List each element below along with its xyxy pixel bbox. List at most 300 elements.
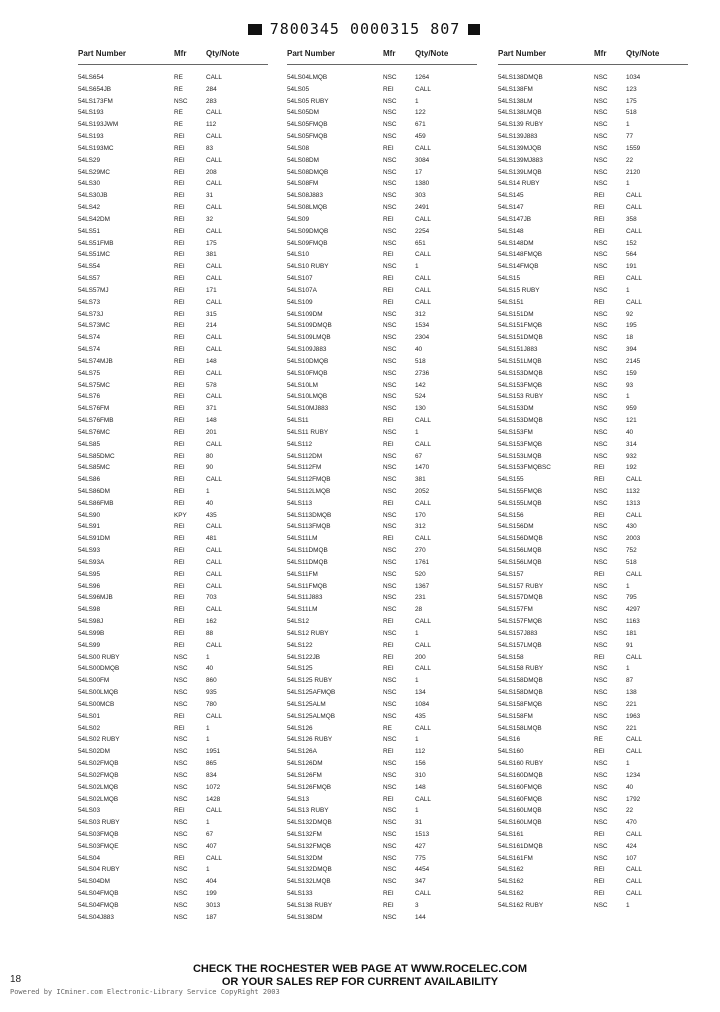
part-number-cell: 54LS147 (498, 204, 524, 212)
qty-cell: 191 (626, 263, 637, 271)
table-row (287, 190, 477, 202)
qty-cell: CALL (415, 144, 431, 152)
qty-cell: CALL (206, 298, 222, 306)
table-row (498, 699, 688, 711)
part-number-cell: 54LS126 RUBY (287, 736, 333, 744)
table-row (498, 190, 688, 202)
part-number-cell: 54LS08DM (287, 156, 319, 164)
part-number-cell: 54LS155 (498, 476, 524, 484)
qty-cell: CALL (206, 807, 222, 815)
mfr-cell: REI (174, 606, 185, 614)
mfr-cell: REI (174, 357, 185, 365)
mfr-cell: NSC (594, 180, 608, 188)
table-row (498, 226, 688, 238)
mfr-cell: NSC (594, 771, 608, 779)
parts-column-2 (287, 46, 477, 924)
part-number-cell: 54LS139MJ883 (498, 156, 543, 164)
part-number-cell: 54LS11DMQB (287, 558, 328, 566)
qty-cell: CALL (415, 618, 431, 626)
table-row (78, 427, 268, 439)
part-number-cell: 54LS11FMQB (287, 582, 328, 590)
mfr-cell: NSC (383, 428, 397, 436)
mfr-cell: NSC (383, 819, 397, 827)
table-row (498, 864, 688, 876)
table-row (78, 782, 268, 794)
qty-cell: 1963 (626, 712, 641, 720)
part-number-cell: 54LS09DMQB (287, 227, 329, 235)
table-row (498, 616, 688, 628)
part-number-cell: 54LS04LMQB (287, 74, 328, 81)
table-row (287, 628, 477, 640)
qty-cell: 1 (206, 736, 210, 744)
part-number-cell: 54LS160DMQB (498, 771, 543, 779)
mfr-cell: NSC (383, 74, 397, 81)
mfr-cell: NSC (383, 464, 397, 472)
table-row (287, 249, 477, 261)
part-number-cell: 54LS99B (78, 629, 105, 637)
part-number-cell: 54LS126DM (287, 760, 323, 768)
part-number-cell: 54LS161 (498, 831, 524, 838)
part-number-cell: 54LS156DMQB (498, 535, 543, 543)
mfr-cell: NSC (174, 795, 188, 803)
part-number-cell: 54LS132DMQB (287, 866, 332, 874)
qty-cell: CALL (626, 653, 642, 661)
table-row (498, 72, 688, 84)
mfr-cell: NSC (174, 913, 188, 921)
part-number-cell: 54LS161DMQB (498, 842, 543, 850)
qty-cell: 171 (206, 286, 217, 294)
mfr-cell: REI (174, 239, 185, 247)
mfr-cell: NSC (174, 653, 188, 661)
mfr-cell: NSC (383, 677, 397, 685)
qty-cell: 1 (206, 819, 210, 827)
header-part-number: Part Number (498, 49, 547, 58)
mfr-cell: NSC (383, 156, 397, 164)
table-row (78, 604, 268, 616)
qty-cell: 134 (415, 689, 426, 697)
mfr-cell: REI (174, 440, 185, 448)
qty-cell: 2736 (415, 369, 430, 377)
part-number-cell: 54LS57 (78, 275, 101, 283)
qty-cell: CALL (626, 192, 642, 200)
qty-cell: 214 (206, 322, 217, 330)
part-number-cell: 54LS160FMQB (498, 795, 543, 803)
qty-cell: CALL (415, 795, 431, 803)
part-number-cell: 54LS09 (287, 215, 310, 223)
mfr-cell: NSC (594, 121, 608, 129)
mfr-cell: REI (174, 487, 185, 495)
table-row (78, 746, 268, 758)
mfr-cell: NSC (594, 665, 608, 673)
qty-cell: 703 (206, 594, 217, 602)
mfr-cell: REI (383, 215, 394, 223)
table-row (287, 888, 477, 900)
table-row (78, 226, 268, 238)
table-row (78, 332, 268, 344)
table-row (78, 214, 268, 226)
mfr-cell: NSC (594, 558, 608, 566)
table-row (78, 474, 268, 486)
part-number-cell: 54LS02FMQB (78, 771, 119, 779)
mfr-cell: REI (174, 192, 185, 200)
table-row (498, 309, 688, 321)
table-row (287, 297, 477, 309)
mfr-cell: REI (174, 417, 185, 425)
part-number-cell: 54LS09FMQB (287, 239, 328, 247)
qty-cell: 130 (415, 405, 426, 413)
mfr-cell: NSC (594, 85, 608, 93)
part-number-cell: 54LS138FM (498, 85, 533, 93)
mfr-cell: NSC (383, 369, 397, 377)
part-number-cell: 54LS160 (498, 748, 524, 756)
table-row (287, 782, 477, 794)
table-row (287, 238, 477, 250)
qty-cell: 303 (415, 192, 426, 200)
table-row (287, 616, 477, 628)
mfr-cell: NSC (594, 144, 608, 152)
qty-cell: 407 (206, 842, 217, 850)
part-number-cell: 54LS03FMQE (78, 842, 119, 850)
qty-cell: 752 (626, 547, 637, 555)
part-number-cell: 54LS109J883 (287, 346, 327, 354)
mfr-cell: NSC (383, 736, 397, 744)
mfr-cell: NSC (594, 618, 608, 626)
qty-cell: 651 (415, 239, 426, 247)
qty-cell: CALL (415, 724, 431, 732)
part-number-cell: 54LS76FM (78, 405, 110, 413)
part-number-cell: 54LS02LMQB (78, 783, 119, 791)
part-number-cell: 54LS157DMQB (498, 594, 543, 602)
qty-cell: 775 (415, 854, 426, 862)
table-row (78, 190, 268, 202)
part-number-cell: 54LS173FM (78, 97, 113, 105)
page-number: 18 (10, 974, 22, 985)
part-number-cell: 54LS00MCB (78, 700, 115, 708)
mfr-cell: NSC (594, 322, 608, 330)
table-row (498, 805, 688, 817)
qty-cell: 221 (626, 700, 637, 708)
qty-cell: 427 (415, 842, 426, 850)
mfr-cell: NSC (174, 771, 188, 779)
qty-cell: 148 (415, 783, 426, 791)
table-row (78, 356, 268, 368)
table-row (287, 415, 477, 427)
table-row (287, 533, 477, 545)
qty-cell: 424 (626, 842, 637, 850)
mfr-cell: NSC (594, 677, 608, 685)
qty-cell: 780 (206, 700, 217, 708)
qty-cell: 159 (626, 369, 637, 377)
table-row (498, 853, 688, 865)
part-number-cell: 54LS10 RUBY (287, 263, 329, 271)
table-row (78, 309, 268, 321)
mfr-cell: REI (174, 369, 185, 377)
mfr-cell: NSC (594, 168, 608, 176)
part-number-cell: 54LS93A (78, 558, 105, 566)
table-row (498, 285, 688, 297)
qty-cell: CALL (626, 298, 642, 306)
table-row (498, 640, 688, 652)
mfr-cell: REI (174, 346, 185, 354)
qty-cell: 1234 (626, 771, 641, 779)
mfr-cell: NSC (174, 760, 188, 768)
qty-cell: CALL (206, 133, 222, 141)
part-number-cell: 54LS15 (498, 275, 521, 283)
part-number-cell: 54LS11FM (287, 570, 318, 578)
mfr-cell: NSC (383, 192, 397, 200)
qty-cell: CALL (626, 890, 642, 898)
part-number-cell: 54LS04FMQB (78, 901, 119, 909)
part-number-cell: 54LS74MJB (78, 357, 113, 365)
table-row (498, 900, 688, 912)
qty-cell: 860 (206, 677, 217, 685)
mfr-cell: NSC (594, 594, 608, 602)
table-row (78, 498, 268, 510)
qty-cell: 152 (626, 239, 637, 247)
qty-cell: 170 (415, 511, 426, 519)
qty-cell: CALL (206, 227, 222, 235)
mfr-cell: NSC (383, 689, 397, 697)
mfr-cell: NSC (174, 677, 188, 685)
part-number-cell: 54LS76FMB (78, 417, 114, 425)
part-number-cell: 54LS00DMQB (78, 665, 120, 673)
qty-cell: 156 (415, 760, 426, 768)
parts-column-1 (78, 46, 268, 924)
table-row (287, 96, 477, 108)
qty-cell: 107 (626, 854, 637, 862)
qty-cell: 381 (206, 251, 217, 259)
part-number-cell: 54LS91DM (78, 535, 110, 543)
part-number-cell: 54LS654JB (78, 85, 112, 93)
qty-cell: 520 (415, 570, 426, 578)
part-number-cell: 54LS132FMQB (287, 842, 332, 850)
part-number-cell: 54LS03 RUBY (78, 819, 120, 827)
mfr-cell: REI (174, 570, 185, 578)
header-mfr: Mfr (383, 49, 396, 58)
table-row (498, 462, 688, 474)
qty-cell: 88 (206, 629, 214, 637)
table-row (498, 84, 688, 96)
part-number-cell: 54LS138DM (287, 913, 323, 921)
column-header (78, 46, 268, 65)
part-number-cell: 54LS10LMQB (287, 393, 328, 401)
qty-cell: 67 (415, 452, 423, 460)
barcode-block-left (248, 24, 262, 35)
part-number-cell: 54LS156LMQB (498, 547, 542, 555)
qty-cell: 28 (415, 606, 423, 614)
qty-cell: 481 (206, 535, 217, 543)
table-row (78, 616, 268, 628)
table-row (78, 451, 268, 463)
table-row (287, 876, 477, 888)
part-number-cell: 54LS11LM (287, 535, 318, 543)
header-part-number: Part Number (78, 49, 127, 58)
table-row (78, 143, 268, 155)
table-row (78, 84, 268, 96)
qty-cell: 2120 (626, 168, 641, 176)
qty-cell: 1 (626, 901, 630, 909)
part-number-cell: 54LS05FMQB (287, 121, 328, 129)
qty-cell: 1 (415, 629, 419, 637)
part-number-cell: 54LS151LMQB (498, 357, 542, 365)
qty-cell: 138 (626, 689, 637, 697)
part-number-cell: 54LS153DMQB (498, 417, 543, 425)
mfr-cell: NSC (383, 239, 397, 247)
qty-cell: 1084 (415, 700, 430, 708)
mfr-cell: NSC (383, 523, 397, 531)
part-number-cell: 54LS125 (287, 665, 313, 673)
part-number-cell: 54LS153 RUBY (498, 393, 544, 401)
table-row (78, 569, 268, 581)
table-row (287, 403, 477, 415)
mfr-cell: NSC (383, 771, 397, 779)
availability-footer (0, 963, 720, 989)
part-number-cell: 54LS85DMC (78, 452, 115, 460)
mfr-cell: REI (594, 476, 605, 484)
qty-cell: 435 (206, 511, 217, 519)
qty-cell: 1034 (626, 74, 641, 81)
table-row (498, 652, 688, 664)
qty-cell: 1792 (626, 795, 641, 803)
table-row (498, 297, 688, 309)
mfr-cell: NSC (594, 346, 608, 354)
qty-cell: CALL (415, 85, 431, 93)
qty-cell: 67 (206, 831, 214, 838)
part-number-cell: 54LS10DMQB (287, 357, 329, 365)
mfr-cell: REI (174, 476, 185, 484)
qty-cell: 83 (206, 144, 214, 152)
mfr-cell: KPY (174, 511, 187, 519)
qty-cell: 371 (206, 405, 217, 413)
qty-cell: 90 (206, 464, 214, 472)
part-number-cell: 54LS14FMQB (498, 263, 539, 271)
part-number-cell: 54LS05 (287, 85, 310, 93)
mfr-cell: NSC (594, 783, 608, 791)
mfr-cell: REI (174, 582, 185, 590)
mfr-cell: NSC (383, 452, 397, 460)
part-number-cell: 54LS57MJ (78, 286, 109, 294)
qty-cell: 312 (415, 310, 426, 318)
qty-cell: CALL (206, 606, 222, 614)
table-row (287, 380, 477, 392)
table-row (498, 119, 688, 131)
mfr-cell: REI (174, 156, 185, 164)
mfr-cell: NSC (174, 689, 188, 697)
qty-cell: 1 (415, 263, 419, 271)
mfr-cell: REI (594, 192, 605, 200)
mfr-cell: REI (174, 464, 185, 472)
table-row (287, 746, 477, 758)
mfr-cell: REI (594, 890, 605, 898)
table-row (498, 332, 688, 344)
part-number-cell: 54LS109DMQB (287, 322, 332, 330)
qty-cell: 1 (626, 582, 630, 590)
table-row (78, 72, 268, 84)
table-row (498, 510, 688, 522)
part-number-cell: 54LS157 RUBY (498, 582, 544, 590)
table-row (287, 829, 477, 841)
table-row (78, 853, 268, 865)
qty-cell: 459 (415, 133, 426, 141)
table-row (78, 320, 268, 332)
qty-cell: 1428 (206, 795, 221, 803)
table-row (78, 817, 268, 829)
table-row (498, 415, 688, 427)
qty-cell: 91 (626, 641, 634, 649)
table-row (287, 143, 477, 155)
part-number-cell: 54LS158DMQB (498, 689, 543, 697)
mfr-cell: NSC (383, 831, 397, 838)
table-row (287, 427, 477, 439)
part-number-cell: 54LS132FM (287, 831, 322, 838)
qty-cell: CALL (206, 156, 222, 164)
mfr-cell: NSC (383, 558, 397, 566)
mfr-cell: NSC (594, 156, 608, 164)
table-row (498, 533, 688, 545)
mfr-cell: REI (174, 334, 185, 342)
qty-cell: 1951 (206, 748, 221, 756)
qty-cell: CALL (206, 369, 222, 377)
qty-cell: 2491 (415, 204, 430, 212)
table-row (78, 415, 268, 427)
table-row (287, 498, 477, 510)
table-row (287, 699, 477, 711)
qty-cell: CALL (206, 582, 222, 590)
part-number-cell: 54LS113FMQB (287, 523, 331, 531)
qty-cell: 181 (626, 629, 637, 637)
qty-cell: 404 (206, 878, 217, 886)
qty-cell: CALL (626, 736, 642, 744)
qty-cell: 1513 (415, 831, 430, 838)
part-number-cell: 54LS153FMQBSC (498, 464, 551, 472)
mfr-cell: RE (174, 85, 183, 93)
part-number-cell: 54LS157FM (498, 606, 533, 614)
qty-cell: 123 (626, 85, 637, 93)
mfr-cell: NSC (383, 760, 397, 768)
part-number-cell: 54LS11 RUBY (287, 428, 329, 436)
table-row (498, 107, 688, 119)
qty-cell: CALL (206, 204, 222, 212)
mfr-cell: NSC (383, 511, 397, 519)
part-number-cell: 54LS193 (78, 109, 104, 117)
qty-cell: 270 (415, 547, 426, 555)
table-row (498, 794, 688, 806)
qty-cell: 470 (626, 819, 637, 827)
table-row (287, 510, 477, 522)
table-row (287, 486, 477, 498)
qty-cell: CALL (626, 511, 642, 519)
part-number-cell: 54LS155LMQB (498, 499, 542, 507)
part-number-cell: 54LS113DMQB (287, 511, 332, 519)
mfr-cell: NSC (594, 417, 608, 425)
part-number-cell: 54LS02DM (78, 748, 110, 756)
mfr-cell: REI (174, 594, 185, 602)
table-row (78, 285, 268, 297)
qty-cell: 310 (415, 771, 426, 779)
mfr-cell: NSC (383, 807, 397, 815)
table-row (78, 900, 268, 912)
footer-line-1: CHECK THE ROCHESTER WEB PAGE AT WWW.ROCELEC.COM (192, 963, 528, 975)
mfr-cell: NSC (594, 523, 608, 531)
mfr-cell: REI (383, 251, 394, 259)
part-number-cell: 54LS153FMQB (498, 440, 543, 448)
qty-cell: CALL (206, 393, 222, 401)
part-number-cell: 54LS42DM (78, 215, 110, 223)
table-row (498, 273, 688, 285)
qty-cell: CALL (206, 440, 222, 448)
table-row (287, 687, 477, 699)
qty-cell: 1 (626, 393, 630, 401)
